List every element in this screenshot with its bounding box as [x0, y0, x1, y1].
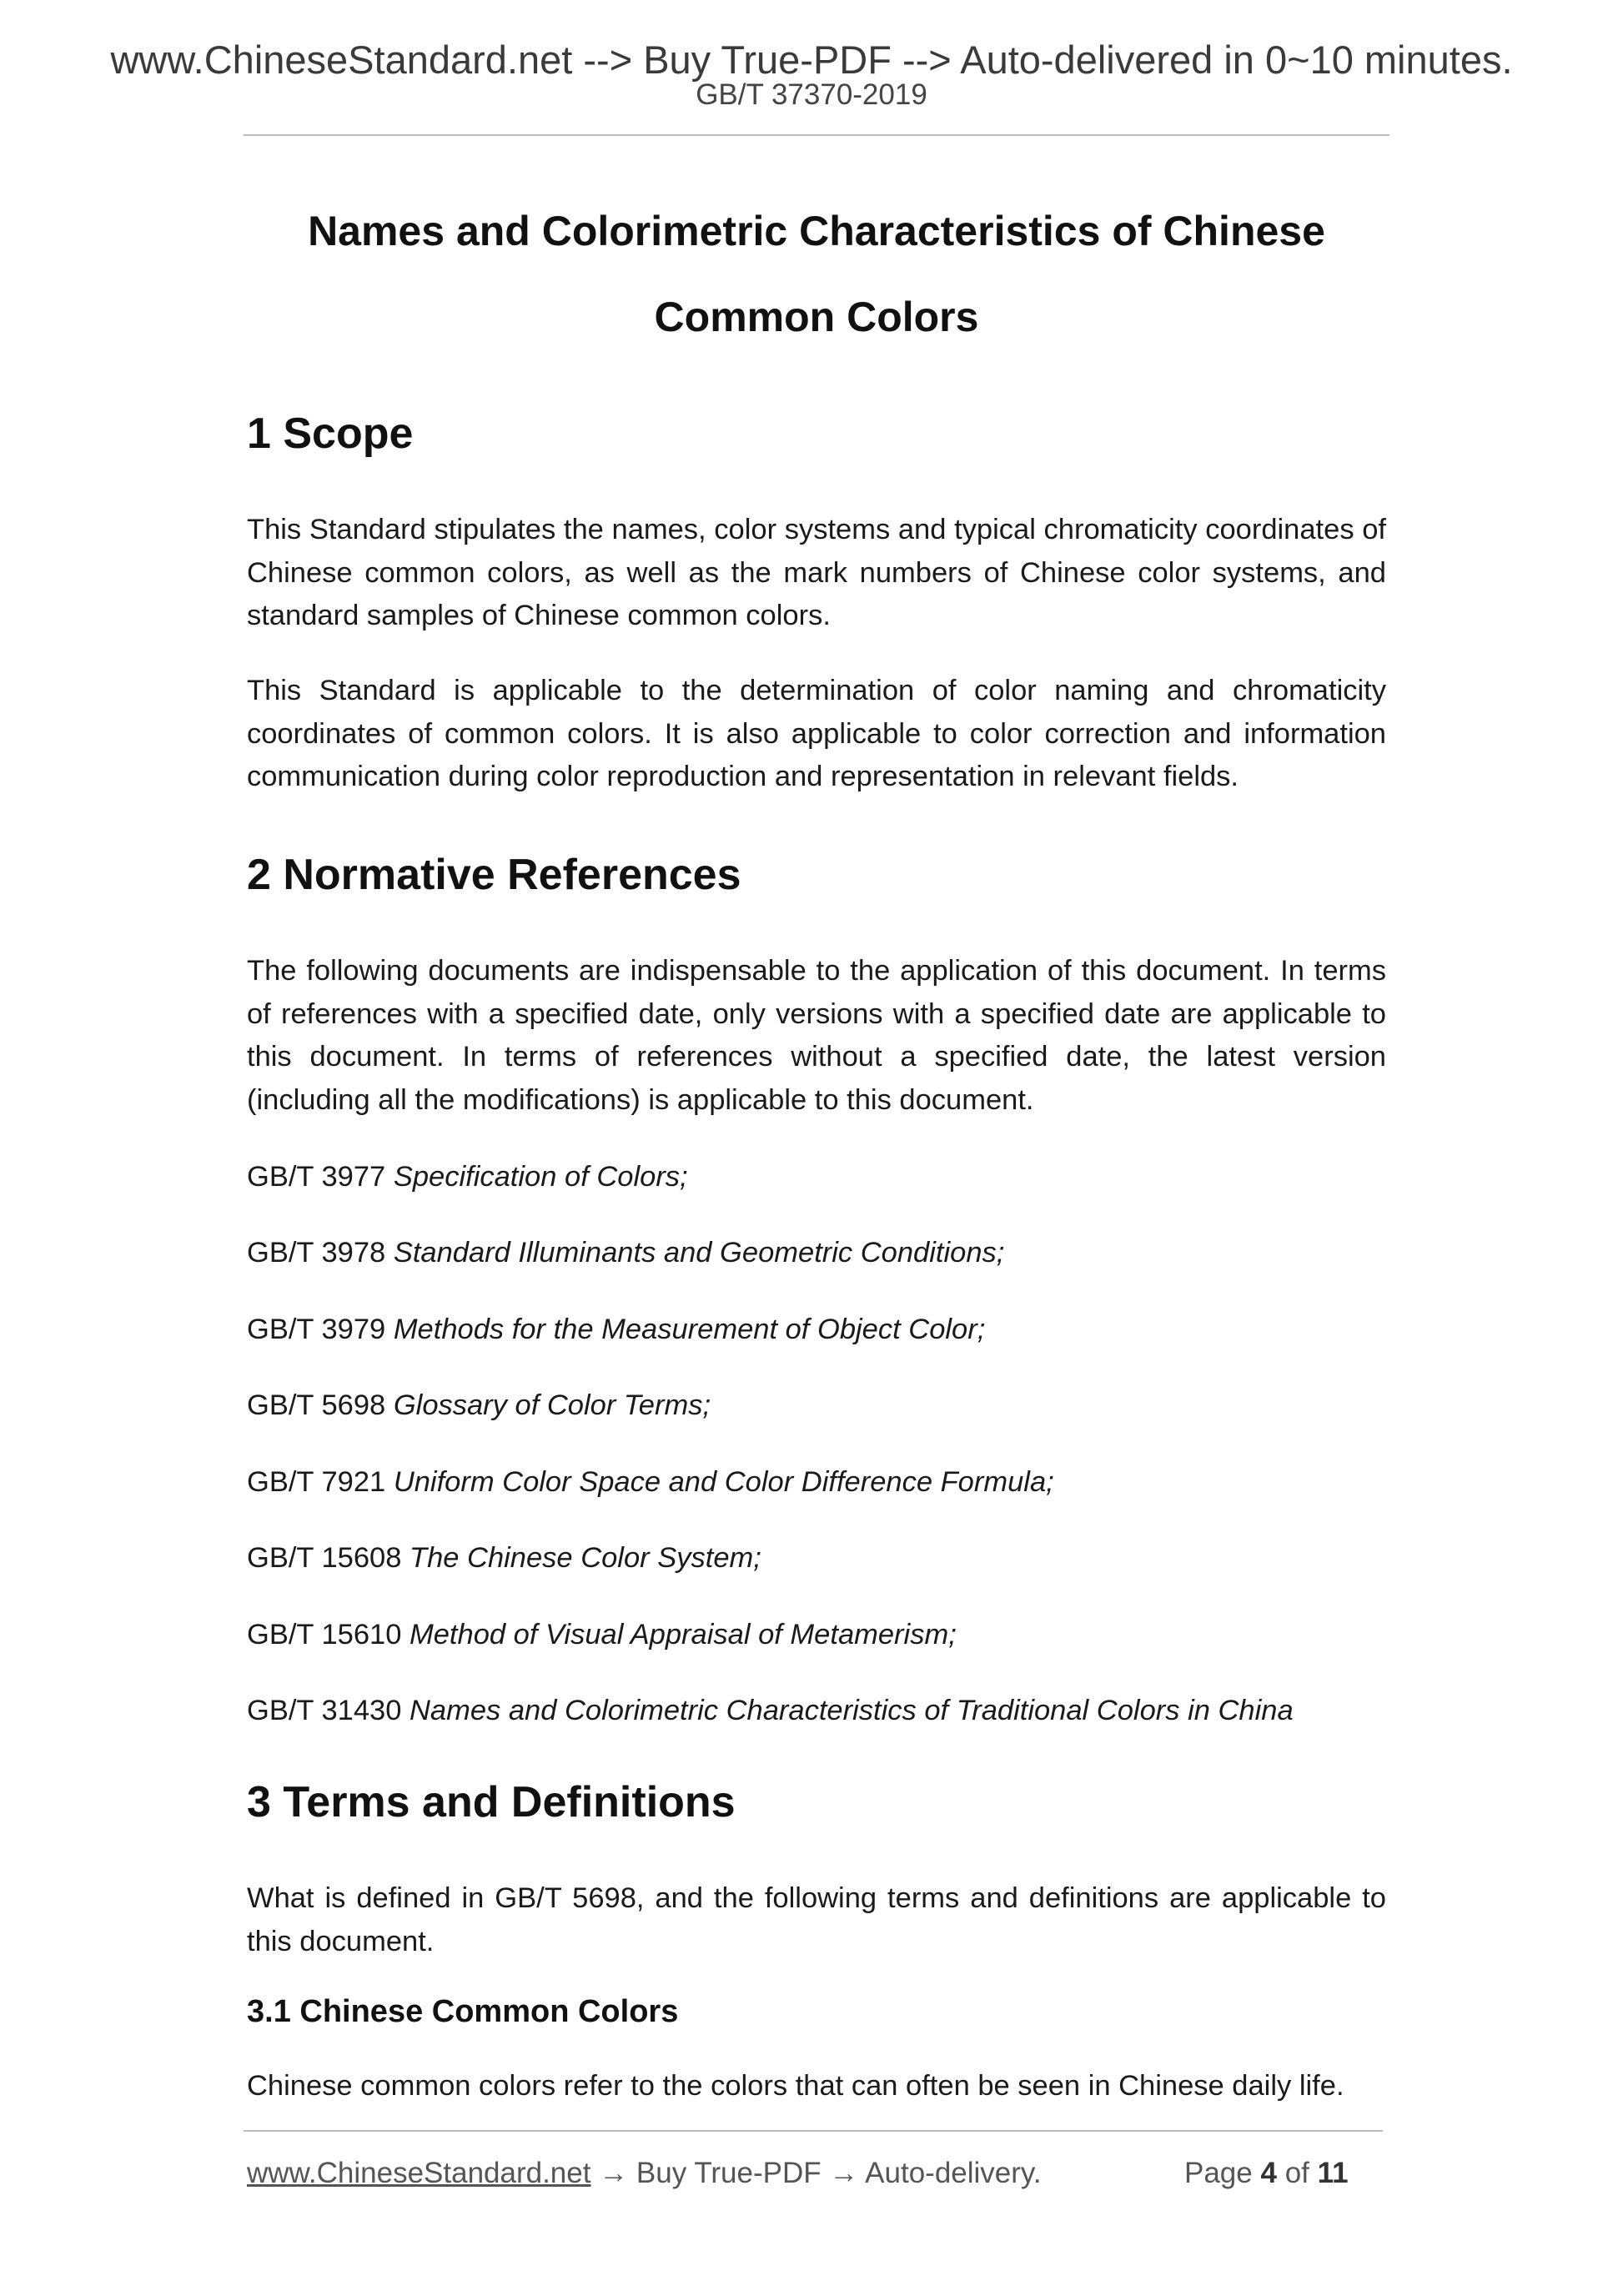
subsection-3-1-text: Chinese common colors refer to the colors that can often be seen in Chinese daily life. — [247, 2070, 1344, 2102]
scope-paragraph-2: This Standard is applicable to the determination of color naming and chromaticity coordinates of common colors. It is also applicable to color correction and information communication during color reproduction and representation in relevant fields. — [247, 675, 1386, 792]
reference-item: GB/T 31430 Names and Colorimetric Characteristics of Traditional Colors in China — [247, 1695, 1294, 1726]
reference-item: GB/T 7921 Uniform Color Space and Color Difference Formula; — [247, 1466, 1054, 1498]
scope-paragraph-1: This Standard stipulates the names, color systems and typical chromaticity coordinates of Chinese common colors, as well as the mark numbers of Chinese color systems, and standard samples of Chinese common colors. — [247, 514, 1386, 631]
document-title-line1: Names and Colorimetric Characteristics of Chinese — [308, 208, 1325, 254]
section-2-heading: 2 Normative References — [247, 851, 741, 899]
subsection-3-1-heading: 3.1 Chinese Common Colors — [247, 1994, 679, 2029]
reference-item: GB/T 5698 Glossary of Color Terms; — [247, 1389, 711, 1421]
references-intro: The following documents are indispensable to the application of this document. In terms of references with a specified date, only versions with a specified date are applicable to this document. In terms of references without a specified date, the latest version (including all the modifications) is applicable to this document. — [247, 955, 1386, 1116]
reference-item: GB/T 15608 The Chinese Color System; — [247, 1542, 761, 1574]
terms-intro: What is defined in GB/T 5698, and the following terms and definitions are applicable to this document. — [247, 1882, 1386, 1957]
reference-item: GB/T 3979 Methods for the Measurement of Object Color; — [247, 1314, 986, 1345]
reference-item: GB/T 3978 Standard Illuminants and Geometric Conditions; — [247, 1237, 1005, 1269]
footer-links — [247, 2158, 1042, 2188]
section-1-heading: 1 Scope — [247, 409, 414, 458]
reference-item: GB/T 15610 Method of Visual Appraisal of Metamerism; — [247, 1619, 957, 1650]
page-total: 11 — [1317, 2157, 1349, 2189]
document-title-line2: Common Colors — [654, 294, 979, 340]
section-3-heading: 3 Terms and Definitions — [247, 1778, 736, 1826]
footer-divider — [244, 2130, 1383, 2132]
footer-delivery-text: → Buy True-PDF → Auto-delivery. — [590, 2157, 1042, 2189]
page-indicator: Page 4 of 11 — [1184, 2157, 1349, 2189]
site-banner: www.ChineseStandard.net --> Buy True-PDF --> Auto-delivered in 0~10 minutes. — [110, 38, 1513, 82]
page-current: 4 — [1260, 2157, 1277, 2189]
reference-item: GB/T 3977 Specification of Colors; — [247, 1161, 688, 1193]
header-divider — [244, 134, 1389, 136]
footer-site-link[interactable]: www.ChineseStandard.net — [247, 2157, 591, 2189]
standard-code: GB/T 37370-2019 — [696, 78, 927, 111]
